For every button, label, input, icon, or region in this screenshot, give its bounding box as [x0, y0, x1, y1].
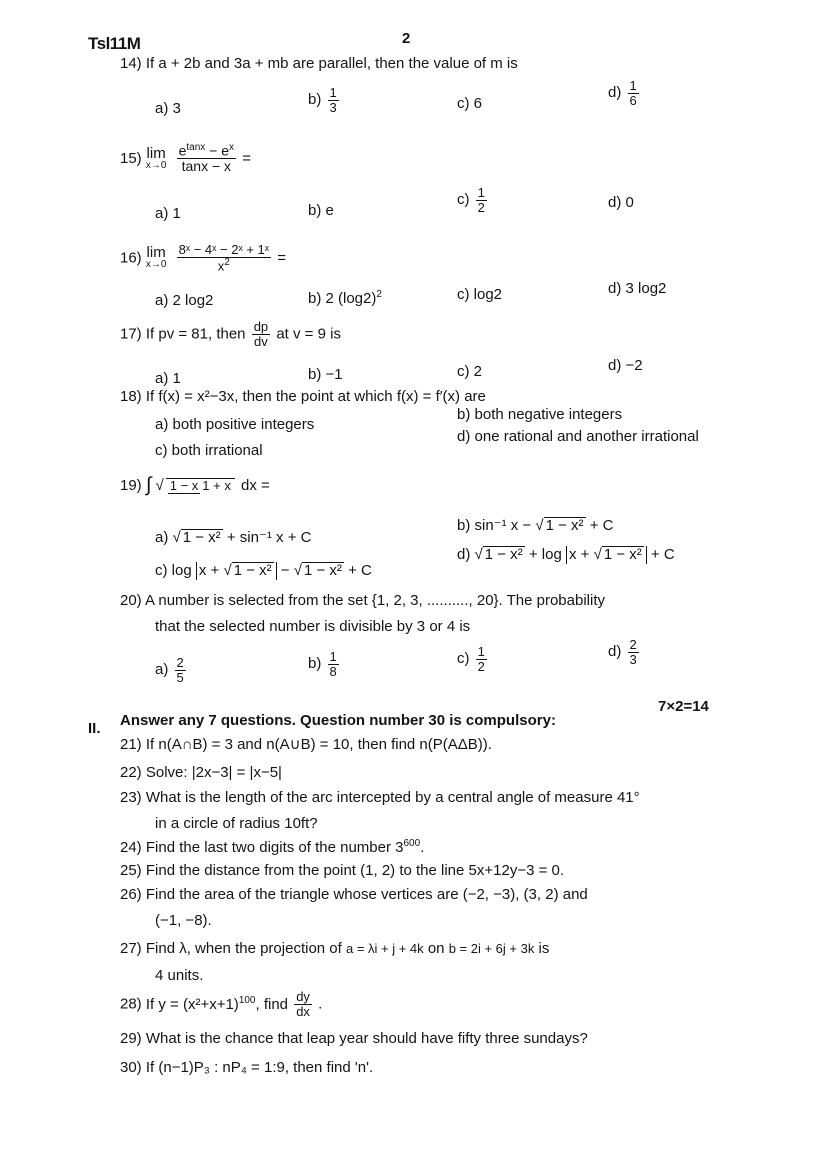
numer-exponent-2: x: [229, 142, 235, 153]
question-number: 19): [120, 477, 142, 494]
denominator: 3: [629, 651, 637, 667]
question-number: 29): [120, 1030, 142, 1047]
question-number: 14): [120, 55, 142, 72]
option-rest: + C: [585, 517, 614, 534]
denominator: 3: [329, 99, 337, 115]
numer-exponent: tanx: [186, 142, 206, 153]
question-20: [120, 592, 605, 609]
numerator: 2: [176, 655, 184, 670]
exponent: 600: [403, 838, 421, 849]
fraction: [628, 79, 639, 107]
q15-option-d: d) 0: [608, 194, 634, 211]
question-text-end: at v = 9 is: [276, 325, 341, 343]
question-text: What is the length of the arc intercepted by a central angle of measure 41°: [145, 789, 640, 806]
text-pre: If y = (x²+x+1): [145, 996, 239, 1014]
denominator: 5: [176, 669, 184, 685]
question-26: [120, 886, 588, 903]
option-rest: + C: [646, 546, 675, 563]
absolute-value: x + √ 1 − x²: [566, 546, 647, 564]
question-text: If (n−1)P₃ : nP₄ = 1:9, then find 'n'.: [145, 1059, 374, 1076]
option-label: b): [308, 655, 322, 673]
numerator: 1: [329, 85, 337, 100]
question-tail: dx =: [241, 477, 270, 494]
q19-option-b: b) sin⁻¹ x − √ 1 − x² + C: [457, 517, 614, 534]
denominator: 6: [629, 92, 637, 108]
option-mid: + log: [524, 546, 562, 563]
option-label: a): [155, 529, 169, 546]
q18-option-b: b) both negative integers: [457, 406, 623, 423]
question-20-line2: that the selected number is divisible by 3 or 4 is: [155, 618, 471, 635]
question-27-line2: 4 units.: [155, 967, 204, 984]
question-17: [120, 320, 341, 348]
denominator: [216, 258, 232, 273]
question-15: [120, 143, 251, 174]
question-21: [120, 735, 492, 753]
question-29: [120, 1030, 588, 1047]
sqrt-term: 1 − x²: [303, 562, 342, 579]
lim-text: lim: [146, 244, 166, 262]
q19-option-d: d) √ 1 − x² + log x + √ 1 − x² + C: [457, 546, 675, 563]
question-text: Find the distance from the point (1, 2) to the line 5x+12y−3 = 0.: [145, 862, 565, 879]
option-label: a): [155, 661, 169, 679]
q15-option-b: b) e: [308, 202, 334, 219]
limit: [146, 146, 167, 171]
q20-option-a: [155, 656, 188, 684]
denominator: tanx − x: [181, 158, 232, 175]
option-label: d): [608, 643, 622, 661]
question-number: 25): [120, 862, 142, 879]
question-number: 28): [120, 995, 142, 1013]
question-28: [120, 990, 322, 1018]
period: .: [318, 995, 323, 1013]
equals: =: [242, 150, 251, 168]
denominator: 2: [477, 658, 485, 674]
option-label: c): [457, 650, 470, 668]
sqrt-term: 1 − x²: [603, 546, 642, 563]
question-text: If f(x) = x²−3x, then the point at which f(x) = f′(x) are: [145, 388, 486, 405]
question-number: 30): [120, 1059, 142, 1076]
word-on: on: [427, 940, 445, 957]
vector-a: a = λi + j + 4k: [345, 941, 424, 956]
numerator: [177, 143, 236, 159]
numerator: 1: [477, 644, 485, 659]
fraction: [175, 656, 186, 684]
q18-option-c: c) both irrational: [155, 442, 263, 459]
numer-base: e: [178, 142, 187, 159]
fraction: [476, 186, 487, 214]
denominator: 1 + x: [202, 477, 231, 493]
limit-fraction: [177, 143, 236, 174]
question-25: [120, 862, 564, 879]
numerator: dp: [253, 319, 269, 334]
equals: =: [277, 249, 286, 267]
fraction: [628, 638, 639, 666]
question-text: What is the chance that leap year should have fifty three sundays?: [145, 1030, 588, 1047]
lim-text: lim: [146, 145, 166, 163]
section-marks: 7×2=14: [658, 698, 709, 715]
question-23: [120, 789, 640, 806]
q20-option-c: [457, 645, 489, 673]
integral-sign: ∫: [145, 474, 152, 496]
den-base: x: [217, 257, 225, 273]
denominator: dv: [254, 333, 268, 349]
sqrt-term: 1 − x²: [233, 562, 272, 579]
option-label: c): [457, 191, 470, 209]
numerator: 8ˣ − 4ˣ − 2ˣ + 1ˣ: [178, 242, 270, 257]
option-label: b): [308, 91, 322, 109]
numerator: 2: [629, 637, 637, 652]
option-label: d): [608, 84, 622, 102]
q16-option-d: d) 3 log2: [608, 280, 667, 297]
word-is: is: [538, 940, 550, 957]
question-30: [120, 1059, 373, 1076]
option-exponent: 2: [376, 289, 382, 300]
option-rest: + sin⁻¹ x + C: [222, 529, 312, 546]
question-number: 27): [120, 940, 142, 957]
question-27: [120, 940, 549, 957]
question-number: 17): [120, 325, 142, 343]
q16-option-b: [308, 289, 382, 307]
exponent: 100: [238, 995, 256, 1007]
sqrt-term: 1 − x²: [182, 529, 221, 546]
q17-option-b: b) −1: [308, 366, 343, 383]
numerator: 1: [477, 185, 485, 200]
q18-option-a: a) both positive integers: [155, 416, 315, 433]
question-text: [146, 996, 288, 1013]
denominator: 2: [477, 199, 485, 215]
question-number: 21): [120, 736, 142, 753]
numer-rest: − e: [205, 142, 230, 159]
q17-option-d: d) −2: [608, 357, 643, 374]
den-exponent: 2: [224, 256, 230, 268]
q19-option-c: c) log x + √ 1 − x² − √ 1 − x² + C: [155, 562, 372, 579]
question-22: [120, 764, 282, 781]
q19-option-a: a) √ 1 − x² + sin⁻¹ x + C: [155, 529, 312, 546]
fraction: [328, 650, 339, 678]
text-mid: , find: [255, 996, 289, 1014]
limit: [146, 245, 167, 270]
q14-option-b: [308, 86, 341, 114]
fraction: [328, 86, 339, 114]
question-text: Find the area of the triangle whose vertices are (−2, −3), (3, 2) and: [145, 886, 588, 903]
q20-option-b: [308, 650, 341, 678]
option-rest: + C: [343, 562, 372, 579]
q16-option-c: c) log2: [457, 286, 503, 303]
paper-code: Tsl11M: [88, 34, 141, 53]
q15-option-a: a) 1: [155, 205, 181, 222]
sqrt-term: 1 − x²: [484, 546, 523, 563]
denominator: 8: [329, 663, 337, 679]
question-18: [120, 388, 486, 405]
question-text: Find the last two digits of the number 3: [145, 839, 404, 856]
option-label: d): [457, 546, 471, 563]
minus: −: [276, 562, 290, 579]
option-text: b) sin⁻¹ x −: [457, 517, 532, 534]
q17-option-c: c) 2: [457, 363, 483, 380]
option-label: c) log: [155, 562, 192, 579]
question-number: 26): [120, 886, 142, 903]
vector-b: b = 2i + 6j + 3k: [448, 941, 535, 956]
question-text: Solve: |2x−3| = |x−5|: [145, 764, 282, 781]
question-number: 22): [120, 764, 142, 781]
numerator: 1: [629, 78, 637, 93]
q20-option-d: [608, 638, 641, 666]
lim-subscript: x→0: [145, 259, 167, 271]
section-heading: Answer any 7 questions. Question number 30 is compulsory:: [120, 712, 556, 729]
derivative-fraction: [252, 320, 270, 348]
question-text: If n(A∩B) = 3 and n(A∪B) = 10, then find n(P(AΔB)).: [145, 736, 492, 753]
section-roman: II.: [88, 720, 101, 737]
question-23-line2: in a circle of radius 10ft?: [155, 815, 318, 832]
question-26-line2: (−1, −8).: [155, 912, 212, 929]
q15-option-c: [457, 186, 489, 214]
q14-option-a: a) 3: [155, 100, 181, 117]
question-number: 15): [120, 150, 142, 168]
abs-term: x +: [568, 546, 590, 563]
abs-term: x +: [198, 562, 220, 579]
question-text: Find λ, when the projection of: [145, 940, 342, 957]
numerator: 1: [329, 649, 337, 664]
absolute-value: x + √ 1 − x²: [196, 562, 277, 580]
question-number: 23): [120, 789, 142, 806]
denominator: dx: [296, 1003, 310, 1019]
derivative-fraction: [294, 990, 312, 1018]
q14-option-c: c) 6: [457, 95, 483, 112]
page-number: 2: [402, 30, 411, 47]
radical-fraction: [166, 478, 235, 493]
sqrt-term: 1 − x²: [545, 517, 584, 534]
lim-subscript: x→0: [145, 160, 167, 172]
radical-sign: √: [155, 477, 164, 494]
q18-option-d: d) one rational and another irrational: [457, 428, 699, 445]
q14-option-d: [608, 79, 641, 107]
period: .: [420, 839, 425, 856]
question-number: 16): [120, 249, 142, 267]
question-24: [120, 838, 424, 856]
q17-option-a: a) 1: [155, 370, 181, 387]
fraction: [476, 645, 487, 673]
q16-option-a: a) 2 log2: [155, 292, 214, 309]
question-number: 18): [120, 388, 142, 405]
question-16: [120, 243, 286, 273]
numerator: dy: [296, 989, 310, 1004]
option-text: b) 2 (log2): [308, 290, 377, 307]
question-text: If a + 2b and 3a + mb are parallel, then the value of m is: [145, 55, 518, 72]
question-number: 20): [120, 592, 142, 609]
question-19: [120, 474, 270, 497]
question-number: 24): [120, 839, 142, 856]
numerator: 1 − x: [169, 477, 199, 493]
question-text: A number is selected from the set {1, 2, 3, .........., 20}. The probability: [145, 592, 605, 609]
question-text: If pv = 81, then: [145, 325, 246, 343]
limit-fraction: [177, 243, 271, 273]
question-14: [120, 55, 518, 72]
